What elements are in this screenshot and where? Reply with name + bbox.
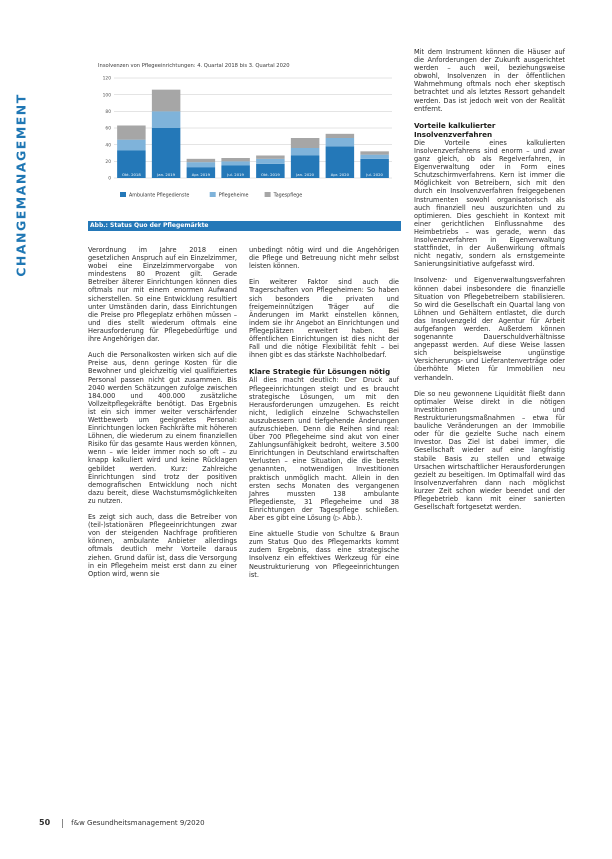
page-footer xyxy=(39,818,205,828)
chart-title: Insolvenzen von Pflegeeinrichtungen: 4. Quartal 2018 bis 3. Quartal 2020 xyxy=(98,63,290,69)
bar-segment xyxy=(360,155,388,159)
text-column-2 xyxy=(249,246,399,587)
bar-segment xyxy=(221,161,249,165)
publication-name: f&w Gesundheitsmanagement 9/2020 xyxy=(71,819,205,827)
bar-segment xyxy=(326,134,354,138)
bar-segment xyxy=(360,151,388,154)
page-number: 50 xyxy=(39,818,51,827)
legend-label: Pflegeheime xyxy=(218,193,249,199)
section-heading: Klare Strategie für Lösungen nötig xyxy=(249,367,391,377)
paragraph: Ein weiterer Faktor sind auch die Tragerschaften von Pflegeheimen: So haben sich besonders die privaten und freigemeinnützigen Träger auf die Änderungen im Markt einstellen können, indem sie ihr Angebot an Einrichtungen und Pflegeplätzen erweitert haben. Bei öffentlichen Einrichtungen ist dies nicht der Fall und die nötige Flexibilität fehlt – bei ihnen gibt es das stärkste Nachholbedarf. xyxy=(249,278,399,360)
figure-caption: Abb.: Status Quo der Pflegemärkte xyxy=(88,221,401,231)
section-heading: Vorteile kalkulierter Insolvenzverfahren xyxy=(414,120,496,139)
paragraph: Insolvenz- und Eigenverwaltungsverfahren können dabei insbesondere die finanzielle Situation von Pflegebetreibern stabilisieren. So wird die Gesellschaft ein Quartal lang von Löhnen und Gehältern entlastet, die durch das Insolvenzgeld der Agentur für Arbeit aufgefangen werden. Außerdem können sogenannte Dauerschuldverhältnisse angepasst werden. Auf diese Weise lassen sich beispielsweise ungünstige Versicherungs- und Lieferantenverträge oder überhöhte Mieten für Immobilien neu verhandeln. xyxy=(414,276,565,382)
y-tick-label: 20 xyxy=(105,159,111,165)
paragraph: Verordnung im Jahre 2018 einen gesetzlichen Anspruch auf ein Einzelzimmer, wobei eine Einzelzimmervorgabe von mindestens 80 Prozent gilt. Gerade Betreiber älterer Einrichtungen können dies oftmals nur mit einem enormen Aufwand sicherstellen. So eine Entwicklung resultiert unter Umständen darin, dass Einrichtungen die Preise pro Pflegeplatz erhöhen müssen – und dies stellt wiederum oftmals eine Herausforderung für Pflegebedürftige und ihre Angehörigen dar. xyxy=(88,246,237,344)
x-tick-label: Apr. 2019 xyxy=(191,172,211,177)
bar-segment xyxy=(152,111,180,128)
bar-segment xyxy=(117,126,145,140)
bar-chart xyxy=(88,48,401,223)
section-label xyxy=(10,93,32,277)
paragraph: All dies macht deutlich: Der Druck auf Pflegeeinrichtungen steigt und es braucht strategische Lösungen, um mit den Herausforderungen umzugehen. Es reicht nicht, lediglich einzelne Schwachstellen auszubessern und tiefgehende Änderungen aufzuschieben. Denn die Reihen sind real: Über 700 Pflegeheime sind akut von einer Zahlungsunfähigkeit bedroht, weitere 3.500 Einrichtungen in Deutschland erwirtschaften Verlusten – eine Situation, die die bereits genannten, notwendigen Investitionen praktisch unmöglich macht. Allein in den ersten sechs Monaten des vergangenen Jahres mussten 138 ambulante Pflegedienste, 31 Pflegeheime und 38 Einrichtungen der Tagespflege schließen. Aber es gibt eine Lösung (▷ Abb.). xyxy=(249,376,399,522)
figure xyxy=(88,48,401,231)
y-tick-label: 40 xyxy=(105,143,111,149)
paragraph: Eine aktuelle Studie von Schultze & Braun zum Status Quo des Pflegemarkts kommt zudem Ergebnis, dass eine strategische Insolvenz ein effektives Werkzeug für eine Neustrukturierung von Pflegeeinrichtungen ist. xyxy=(249,530,399,579)
x-tick-label: Apr. 2020 xyxy=(330,172,350,177)
bar-segment xyxy=(117,140,145,151)
bar-segment xyxy=(326,138,354,146)
bar-segment xyxy=(187,159,215,162)
legend-label: Tagespflege xyxy=(273,193,303,199)
legend-label: Ambulante Pflegedienste xyxy=(129,193,190,199)
legend-swatch xyxy=(120,192,126,197)
x-tick-label: Jan. 2019 xyxy=(157,172,176,177)
paragraph: Mit dem Instrument können die Häuser auf die Anforderungen der Zukunft ausgerichtet werden – auch weil, beziehungsweise obwohl, Insolvenzen in der öffentlichen Wahrnehmung oftmals noch eher skeptisch betrachtet und als letztes Ressort gehandelt werden. Das ist jedoch weit von der Realität entfernt. xyxy=(414,48,565,113)
text-column-3 xyxy=(414,48,565,519)
bar-segment xyxy=(256,156,284,159)
text-column-1 xyxy=(88,246,237,586)
bar-segment xyxy=(221,158,249,161)
paragraph: Es zeigt sich auch, dass die Betreiber von (teil-)stationären Pflegeeinrichtungen zwar von der steigenden Nachfrage profitieren können, ambulante Anbieter allerdings oftmals deutlich mehr Vorteile daraus ziehen. Grund dafür ist, dass die Versorgung in ein Pflegeheim meist erst dann zu einer Option wird, wenn sie xyxy=(88,513,237,578)
x-tick-label: Jul. 2019 xyxy=(227,172,244,177)
legend-swatch xyxy=(210,192,216,197)
y-tick-label: 120 xyxy=(102,76,111,82)
bar-segment xyxy=(291,148,319,156)
section-label-text: CHANGEMANAGEMENT xyxy=(13,93,29,277)
y-tick-label: 100 xyxy=(102,93,111,99)
legend-swatch xyxy=(265,192,271,197)
y-tick-label: 0 xyxy=(108,176,111,182)
x-tick-label: Okt. 2018 xyxy=(121,172,141,177)
footer-divider xyxy=(62,819,63,828)
x-tick-label: Jul. 2020 xyxy=(366,172,383,177)
bar-segment xyxy=(256,159,284,164)
x-tick-label: Okt. 2019 xyxy=(260,172,280,177)
x-tick-label: Jan. 2020 xyxy=(296,172,315,177)
paragraph: unbedingt nötig wird und die Angehörigen die Pflege und Betreuung nicht mehr selbst leisten können. xyxy=(249,246,399,271)
paragraph: Auch die Personalkosten wirken sich auf die Preise aus, denn geringe Kosten für die Bewohner und gleichzeitig viel qualifiziertes Personal passen nicht gut zusammen. Bis 2040 werden Schätzungen zufolge zwischen 184.000 und 400.000 zusätzliche Vollzeitpflegekräfte benötigt. Das Ergebnis ist ein sich immer weiter verschärfender Wettbewerb um geeignetes Personal: Einrichtungen locken Fachkräfte mit höheren Löhnen, die wiederum zu einem finanziellen Risiko für das gesamte Haus werden können, wenn – wie leider immer noch so oft – zu knapp kalkuliert wird und keine Rücklagen gebildet werden. Kurz: Zahlreiche Einrichtungen sind trotz der positiven demografischen Entwicklung noch nicht dazu bereit, diese Wachstumsmöglichkeiten zu nutzen. xyxy=(88,351,237,505)
y-tick-label: 80 xyxy=(105,109,111,115)
paragraph: Die so neu gewonnene Liquidität fließt dann optimaler Weise direkt in die nötigen Investitionen und Restrukturierungsmaßnahmen – etwa für bauliche Veränderungen an der Immobilie oder für die gezielte Suche nach einem Investor. Das Ziel ist dabei immer, die Gesellschaft wieder auf eine langfristig stabile Basis zu stellen und etwaige Ursachen wirtschaftlicher Herausforderungen gezielt zu beseitigen. Im Optimalfall wird das Insolvenzverfahren dann nach möglichst kurzer Zeit schon wieder beendet und der Pflegebetrieb kann mit einer sanierten Gesellschaft fortgesetzt werden. xyxy=(414,389,565,512)
y-tick-label: 60 xyxy=(105,126,111,132)
bar-segment xyxy=(187,162,215,167)
bar-segment xyxy=(152,90,180,112)
bar-segment xyxy=(152,128,180,178)
bar-segment xyxy=(291,138,319,148)
paragraph: Die Vorteile eines kalkulierten Insolvenzverfahrens sind enorm – und zwar ganz gleich, ob als Regelverfahren, in Eigenverwaltung oder in Form eines Schutzschirmverfahrens. Kern ist immer die Möglichkeit von Betreibern, sich mit den durch ein Insolvenzverfahren freigegebenen Instrumenten sowohl organisatorisch als auch finanziell neu auszurichten und zu optimieren. Dies geschieht in Kontext mit einer gerichtlichen Einflussnahme des Heimbetriebs – was gerade, wenn das Insolvenzverfahren in Eigenverwaltung stattfindet, in der Außenwirkung oftmals nicht negativ, sondern als ernstgemeinte Sanierungsinitiative aufgefasst wird. xyxy=(414,138,565,269)
